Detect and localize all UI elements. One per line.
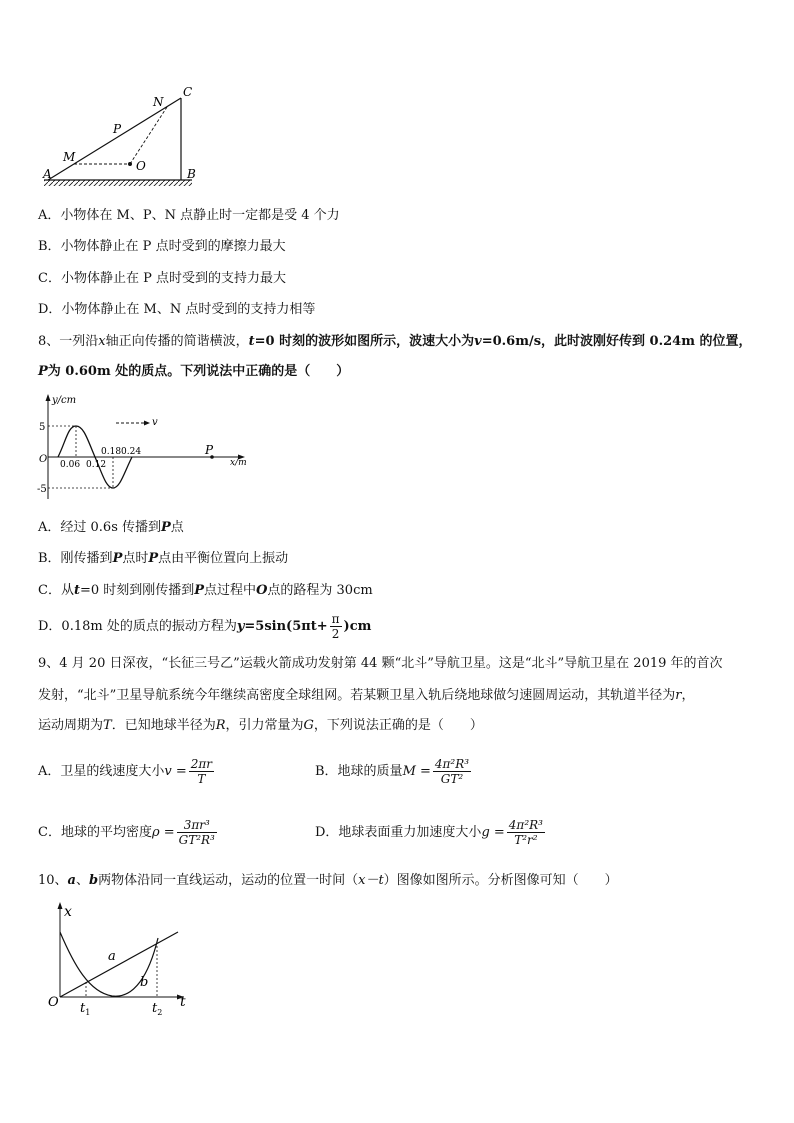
label-P: P [113,122,122,136]
xt-figure [44,900,204,1018]
label-N: N [153,95,164,109]
label-C: C [183,85,193,99]
label-M: M [63,150,76,164]
q9-a-fraction: $\frac{2\pi r}{T}$ [190,757,213,786]
wave-tick-018: 0.18 [101,447,122,457]
xt-label-t1: $t_1$ [80,1001,91,1017]
wave-tick-024: 0.24 [121,447,142,457]
q9-stem-line1: 9、4 月 20 日深夜，“长征三号乙”运载火箭成功发射第 44 颗“北斗”导航卫星。这是“北斗”导航卫星在 2019 年的首次 [38,656,723,671]
q9-stem-line2: 发射，“北斗”卫星导航系统今年继续高密度全球组网。若某颗卫星入轨后绕地球做匀速圆周运动，其轨道半径为r， [38,688,695,703]
q8-d-fraction: $\frac{\pi}{2}$ [331,612,340,641]
wave-v-label: v [152,417,158,428]
q9-option-a: A．卫星的线速度大小v = $\frac{2\pi r}{T}$ [38,757,213,786]
xt-t-label: t [180,994,186,1010]
wave-tick-006: 0.06 [60,460,81,470]
q8-option-b: B．刚传播到P点时P点由平衡位置向上振动 [38,551,289,566]
dash-ON [130,107,167,164]
point-O [128,162,132,166]
q9-option-c: C．地球的平均密度ρ = $\frac{\text{3πr³}}{\text{GT²R³}}$ [38,818,215,847]
wave-velocity-head [144,421,150,426]
wave-y-pos: 5 [39,422,46,433]
q9-option-d: D．地球表面重力加速度大小g = $\frac{\text{4π²R³}}{\text{T²r²}}$ [315,818,543,847]
q8-option-c: C．从t=0 时刻到刚传播到P点过程中O点的路程为 30cm [38,583,373,598]
q8-option-a: A．经过 0.6s 传播到P点 [38,520,184,535]
q9-stem-line3: 运动周期为T．已知地球半径为R，引力常量为G，下列说法正确的是（ ） [38,718,483,733]
incline-figure [38,82,208,188]
q7-option-a: A．小物体在 M、P、N 点静止时一定都是受 4 个力 [38,208,340,223]
q9-b-fraction: $\frac{\text{4π²R³}}{\text{GT²}}$ [434,757,470,786]
q7-option-b: B．小物体静止在 P 点时受到的摩擦力最大 [38,239,286,254]
incline-line [48,98,181,180]
q9-option-b: B．地球的质量M = $\frac{\text{4π²R³}}{\text{GT²}}$ [315,757,470,786]
wave-y-neg: -5 [37,484,47,495]
xt-label-a: a [108,949,116,964]
xt-label-b: b [140,975,149,990]
wave-tick-012: 0.12 [86,460,107,470]
label-O: O [136,159,146,173]
xt-x-label: x [64,904,72,920]
q9-d-fraction: $\frac{\text{4π²R³}}{\text{T²r²}}$ [508,818,543,847]
q10-stem: 10、a、b两物体沿同一直线运动，运动的位置一时间（x－t）图像如图所示。分析图像可知（ ） [38,873,618,888]
label-B: B [187,167,196,181]
q8-option-d: D．0.18m 处的质点的振动方程为y=5sin(5πt+ $\frac{\pi}{2}$ )cm [38,612,372,641]
q7-option-c: C．小物体静止在 P 点时受到的支持力最大 [38,271,286,286]
wave-y-label: y/cm [52,395,77,406]
q8-stem-line2: P为 0.60m 处的质点。下列说法中正确的是（ ） [38,364,350,379]
xt-origin: O [48,995,59,1010]
xt-x-arrow [58,902,63,909]
wave-P-label: P [205,443,214,457]
xt-label-t2: $t_2$ [152,1001,163,1017]
wave-crest [58,426,95,457]
q7-option-d: D．小物体静止在 M、N 点时受到的支持力相等 [38,302,316,317]
wave-y-arrow [46,394,51,401]
wave-origin: O [39,454,48,465]
xt-line-a [60,932,178,997]
wave-x-label: x/m [230,458,247,468]
label-A: A [43,167,52,181]
q8-stem-line1: 8、一列沿x轴正向传播的简谐横波，t=0 时刻的波形如图所示，波速大小为v=0.6m/s，此时波刚好传到 0.24m 的位置， [38,334,752,349]
q9-c-fraction: $\frac{\text{3πr³}}{\text{GT²R³}}$ [178,818,215,847]
wave-figure [38,393,258,503]
ground-hatching [44,180,192,186]
